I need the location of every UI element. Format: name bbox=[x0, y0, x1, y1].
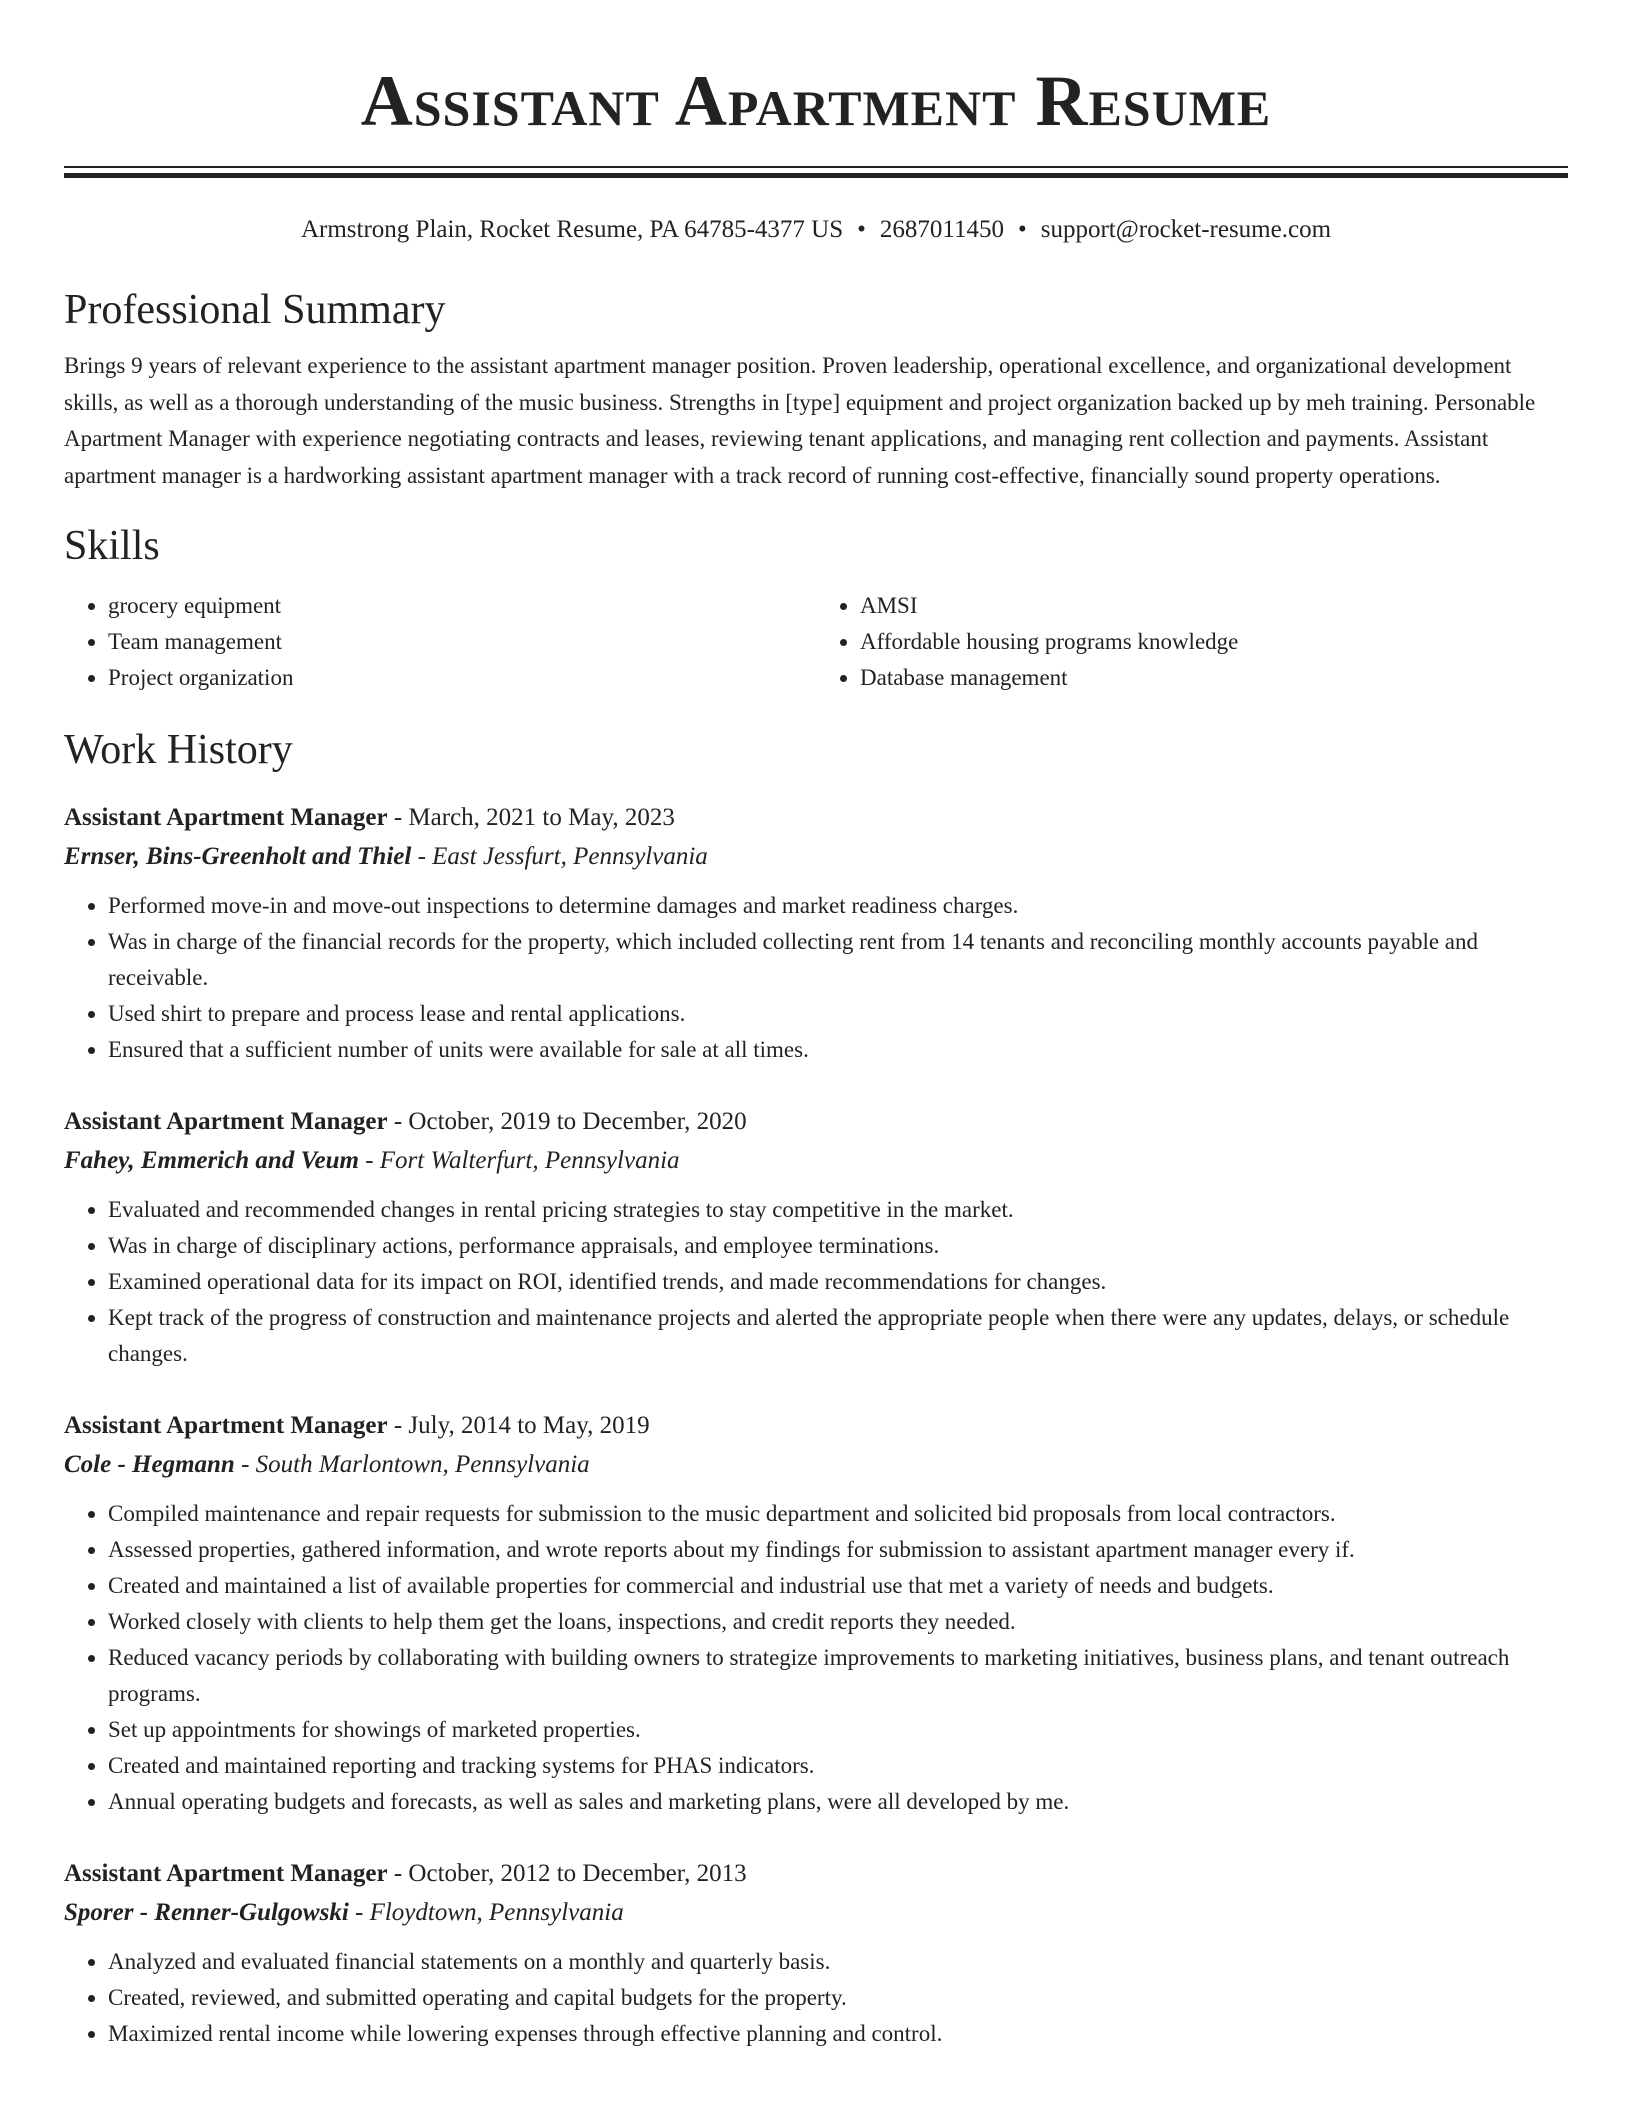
job-org: Ernser, Bins-Greenholt and Thiel - East Jessfurt, Pennsylvania bbox=[64, 843, 708, 870]
job-bullets bbox=[64, 1192, 1568, 1372]
job-bullet: • Ensured that a sufficient number of units were available for sale at all times. bbox=[108, 1032, 1568, 1068]
job-bullet: • Maximized rental income while lowering expenses through effective planning and control. bbox=[108, 2016, 1568, 2052]
job-bullet: • Annual operating budgets and forecasts, as well as sales and marketing plans, were all developed by me. bbox=[108, 1784, 1568, 1820]
job-bullet: • Assessed properties, gathered information, and wrote reports about my findings for submission to assistant apartment manager every if. bbox=[108, 1532, 1568, 1568]
job-company: Ernser, Bins-Greenholt and Thiel bbox=[64, 843, 412, 870]
summary-heading: Professional Summary bbox=[64, 287, 446, 333]
job-dates: March, 2021 to May, 2023 bbox=[408, 804, 675, 831]
job-bullet: • Analyzed and evaluated financial statements on a monthly and quarterly basis. bbox=[108, 1944, 1568, 1980]
job-header: Assistant Apartment Manager - July, 2014 to May, 2019 bbox=[64, 1412, 650, 1439]
job-role: Assistant Apartment Manager bbox=[64, 804, 388, 831]
job-location: East Jessfurt, Pennsylvania bbox=[432, 843, 708, 870]
job-org: Fahey, Emmerich and Veum - Fort Walterfurt, Pennsylvania bbox=[64, 1147, 680, 1174]
contact-separator: • bbox=[1017, 216, 1027, 243]
job-company: Fahey, Emmerich and Veum bbox=[64, 1147, 359, 1174]
summary-text: Brings 9 years of relevant experience to the assistant apartment manager position. Proven leadership, operational excellence, and organizational development skills, as well as a thorough understanding of the music business. Strengths in [type] equipment and project organization backed up by meh training. Personable Apartment Manager with experience negotiating contracts and leases, reviewing tenant applications, and managing rent collection and payments. Assistant apartment manager is a hardworking assistant apartment manager with a track record of running cost-effective, financially sound property operations. bbox=[64, 353, 1536, 488]
job-bullet: • Used shirt to prepare and process lease and rental applications. bbox=[108, 996, 1568, 1032]
job-bullets bbox=[64, 1496, 1568, 1820]
job-location: Fort Walterfurt, Pennsylvania bbox=[379, 1147, 680, 1174]
job-bullet: • Evaluated and recommended changes in rental pricing strategies to stay competitive in the market. bbox=[108, 1192, 1568, 1228]
job-location: South Marlontown, Pennsylvania bbox=[255, 1451, 590, 1478]
job-bullet: • Set up appointments for showings of marketed properties. bbox=[108, 1712, 1568, 1748]
skills-column-right bbox=[816, 588, 1568, 696]
skill-item: • grocery equipment bbox=[108, 588, 816, 624]
skill-item: • Team management bbox=[108, 624, 816, 660]
job-header: Assistant Apartment Manager - March, 2021 to May, 2023 bbox=[64, 804, 675, 831]
title-divider-thin bbox=[64, 166, 1568, 168]
job-bullet: • Kept track of the progress of construction and maintenance projects and alerted the appropriate people when there were any updates, delays, or schedule changes. bbox=[108, 1300, 1568, 1372]
job-role: Assistant Apartment Manager bbox=[64, 1412, 388, 1439]
contact-address: Armstrong Plain, Rocket Resume, PA 64785-4377 US bbox=[300, 216, 844, 243]
job-bullet: • Created and maintained a list of available properties for commercial and industrial use that met a variety of needs and budgets. bbox=[108, 1568, 1568, 1604]
job-bullet: • Examined operational data for its impact on ROI, identified trends, and made recommendations for changes. bbox=[108, 1264, 1568, 1300]
job-bullet: • Compiled maintenance and repair requests for submission to the music department and solicited bid proposals from local contractors. bbox=[108, 1496, 1568, 1532]
job-entry bbox=[64, 1406, 1568, 1820]
job-entry bbox=[64, 1854, 1568, 2052]
job-entry bbox=[64, 1102, 1568, 1372]
job-bullet: • Created and maintained reporting and tracking systems for PHAS indicators. bbox=[108, 1748, 1568, 1784]
job-org: Cole - Hegmann - South Marlontown, Pennsylvania bbox=[64, 1451, 590, 1478]
job-header: Assistant Apartment Manager - October, 2012 to December, 2013 bbox=[64, 1860, 747, 1887]
job-bullet: • Worked closely with clients to help them get the loans, inspections, and credit reports they needed. bbox=[108, 1604, 1568, 1640]
job-role: Assistant Apartment Manager bbox=[64, 1860, 388, 1887]
skill-item: • Database management bbox=[860, 660, 1568, 696]
job-bullet: • Was in charge of disciplinary actions, performance appraisals, and employee terminations. bbox=[108, 1228, 1568, 1264]
job-company: Cole - Hegmann bbox=[64, 1451, 235, 1478]
skill-item: • Project organization bbox=[108, 660, 816, 696]
work-history-heading: Work History bbox=[64, 727, 293, 773]
contact-email: support@rocket-resume.com bbox=[1040, 216, 1332, 243]
resume-page bbox=[64, 0, 1568, 2052]
job-bullet: • Performed move-in and move-out inspections to determine damages and market readiness charges. bbox=[108, 888, 1568, 924]
job-bullet: • Created, reviewed, and submitted operating and capital budgets for the property. bbox=[108, 1980, 1568, 2016]
job-bullet: • Was in charge of the financial records for the property, which included collecting rent from 14 tenants and reconciling monthly accounts payable and receivable. bbox=[108, 924, 1568, 996]
skills-heading: Skills bbox=[64, 523, 160, 569]
job-company: Sporer - Renner-Gulgowski bbox=[64, 1899, 349, 1926]
job-bullets bbox=[64, 1944, 1568, 2052]
skills-list bbox=[64, 588, 1568, 696]
skill-item: • Affordable housing programs knowledge bbox=[860, 624, 1568, 660]
title-divider-thick bbox=[64, 173, 1568, 178]
contact-separator: • bbox=[857, 216, 866, 243]
job-dates: July, 2014 to May, 2019 bbox=[408, 1412, 650, 1439]
job-dates: October, 2012 to December, 2013 bbox=[408, 1860, 747, 1887]
contact-phone: 2687011450 bbox=[879, 216, 1004, 243]
skills-column-left bbox=[64, 588, 816, 696]
job-header: Assistant Apartment Manager - October, 2019 to December, 2020 bbox=[64, 1108, 747, 1135]
contact-line bbox=[64, 214, 1568, 246]
job-dates: October, 2019 to December, 2020 bbox=[408, 1108, 747, 1135]
resume-title: Assistant Apartment Resume bbox=[360, 61, 1272, 141]
job-location: Floydtown, Pennsylvania bbox=[369, 1899, 624, 1926]
skill-item: • AMSI bbox=[860, 588, 1568, 624]
job-org: Sporer - Renner-Gulgowski - Floydtown, Pennsylvania bbox=[64, 1899, 624, 1926]
job-bullets bbox=[64, 888, 1568, 1068]
job-entry bbox=[64, 798, 1568, 1068]
job-bullet: • Reduced vacancy periods by collaborating with building owners to strategize improvements to marketing initiatives, business plans, and tenant outreach programs. bbox=[108, 1640, 1568, 1712]
job-role: Assistant Apartment Manager bbox=[64, 1108, 388, 1135]
